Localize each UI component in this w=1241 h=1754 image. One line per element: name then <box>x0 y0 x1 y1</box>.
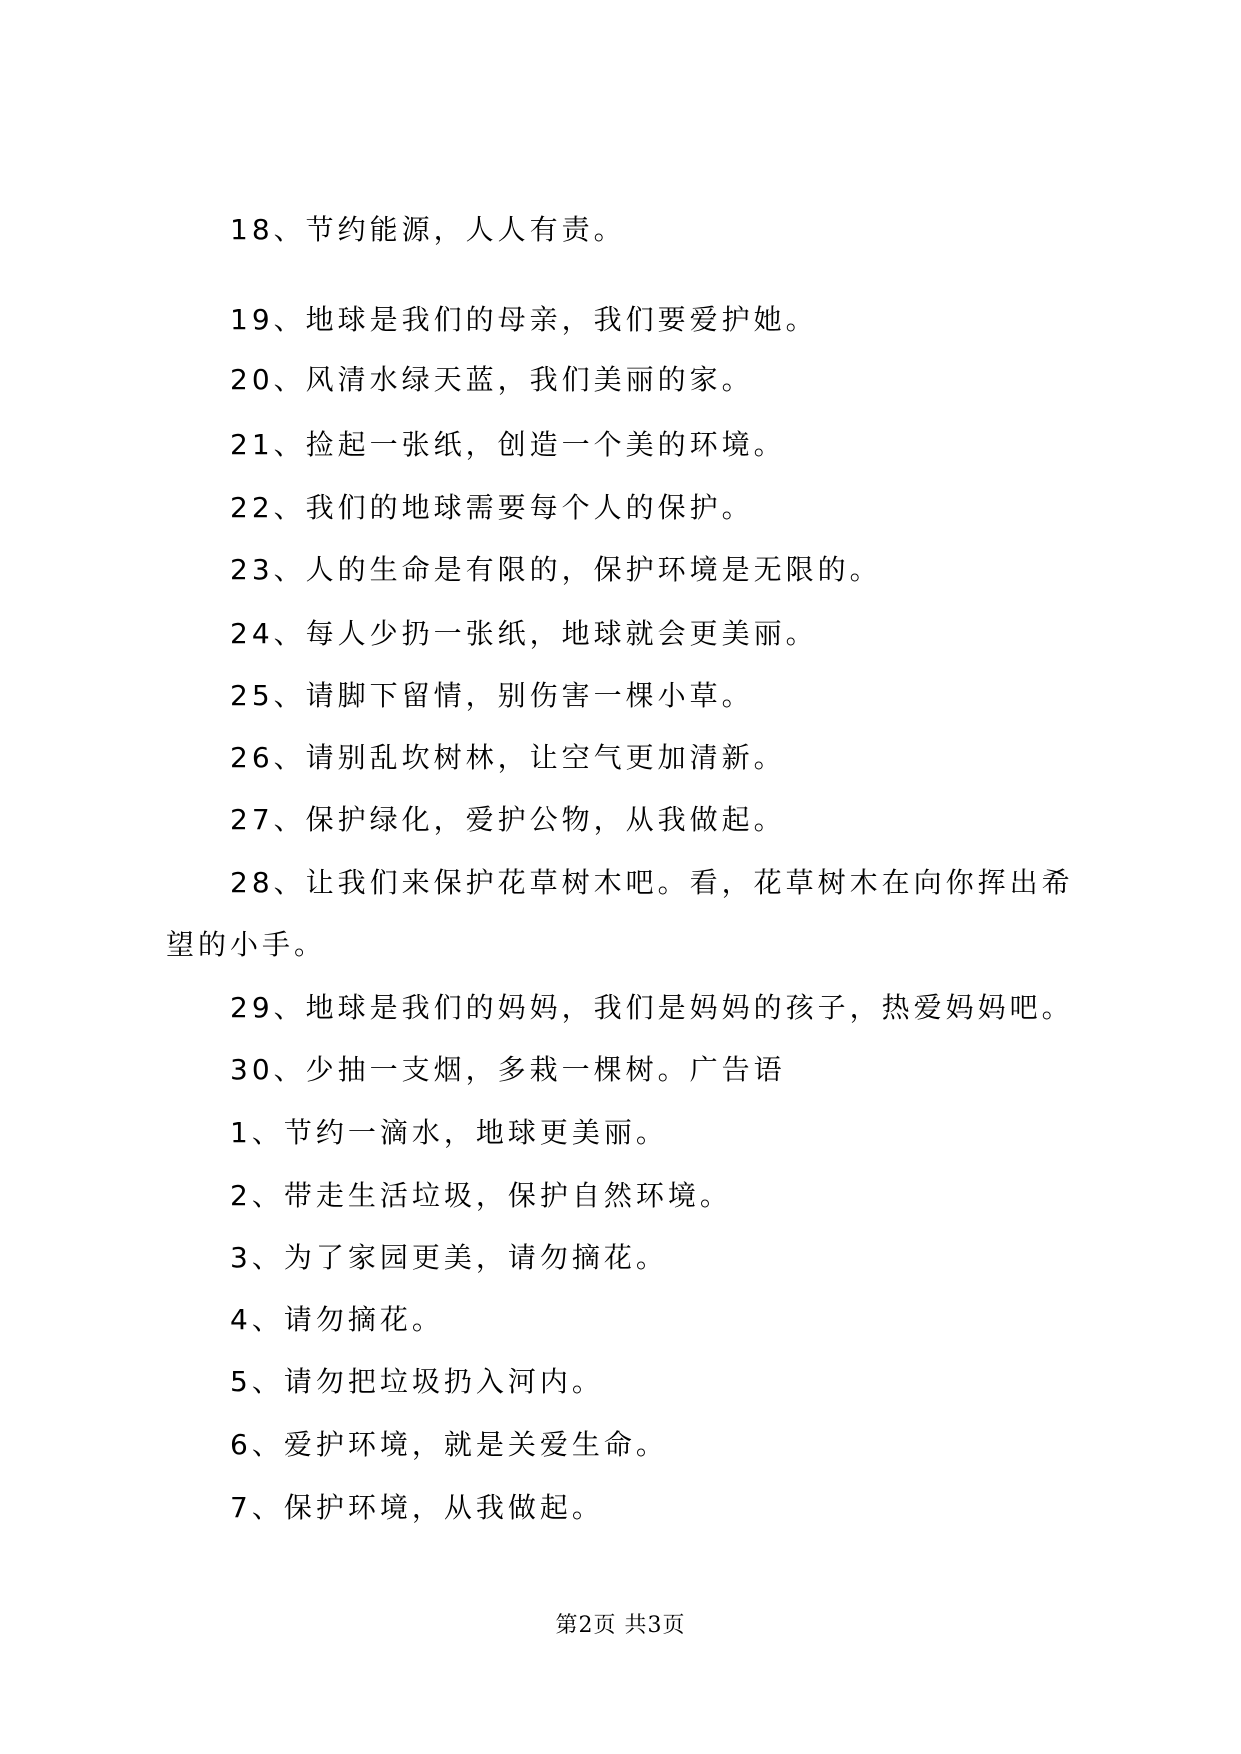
text-line-ad-5: 5、请勿把垃圾扔入河内。 <box>230 1365 604 1398</box>
text-line-ad-4: 4、请勿摘花。 <box>230 1303 444 1336</box>
text-line-25: 25、请脚下留情，别伤害一棵小草。 <box>230 679 754 712</box>
text-line-30: 30、少抽一支烟，多栽一棵树。广告语 <box>230 1053 786 1086</box>
text-line-19: 19、地球是我们的母亲，我们要爱护她。 <box>230 303 818 336</box>
text-line-21: 21、捡起一张纸，创造一个美的环境。 <box>230 428 786 461</box>
text-line-ad-1: 1、节约一滴水，地球更美丽。 <box>230 1116 668 1149</box>
text-line-23: 23、人的生命是有限的，保护环境是无限的。 <box>230 553 882 586</box>
text-line-ad-7: 7、保护环境，从我做起。 <box>230 1491 604 1524</box>
text-line-27: 27、保护绿化，爱护公物，从我做起。 <box>230 803 786 836</box>
text-line-18: 18、节约能源，人人有责。 <box>230 213 626 246</box>
text-line-28: 28、让我们来保护花草树木吧。看，花草树木在向你挥出希 <box>230 866 1074 899</box>
text-line-28-continued: 望的小手。 <box>166 928 327 961</box>
page-footer: 第2页 共3页 <box>555 1613 686 1638</box>
text-line-24: 24、每人少扔一张纸，地球就会更美丽。 <box>230 617 818 650</box>
text-line-20: 20、风清水绿天蓝，我们美丽的家。 <box>230 363 754 396</box>
text-line-ad-6: 6、爱护环境，就是关爱生命。 <box>230 1428 668 1461</box>
text-line-26: 26、请别乱坎树林，让空气更加清新。 <box>230 741 786 774</box>
text-line-29: 29、地球是我们的妈妈，我们是妈妈的孩子，热爱妈妈吧。 <box>230 991 1074 1024</box>
text-line-ad-3: 3、为了家园更美，请勿摘花。 <box>230 1241 668 1274</box>
text-line-22: 22、我们的地球需要每个人的保护。 <box>230 491 754 524</box>
text-line-ad-2: 2、带走生活垃圾，保护自然环境。 <box>230 1179 732 1212</box>
